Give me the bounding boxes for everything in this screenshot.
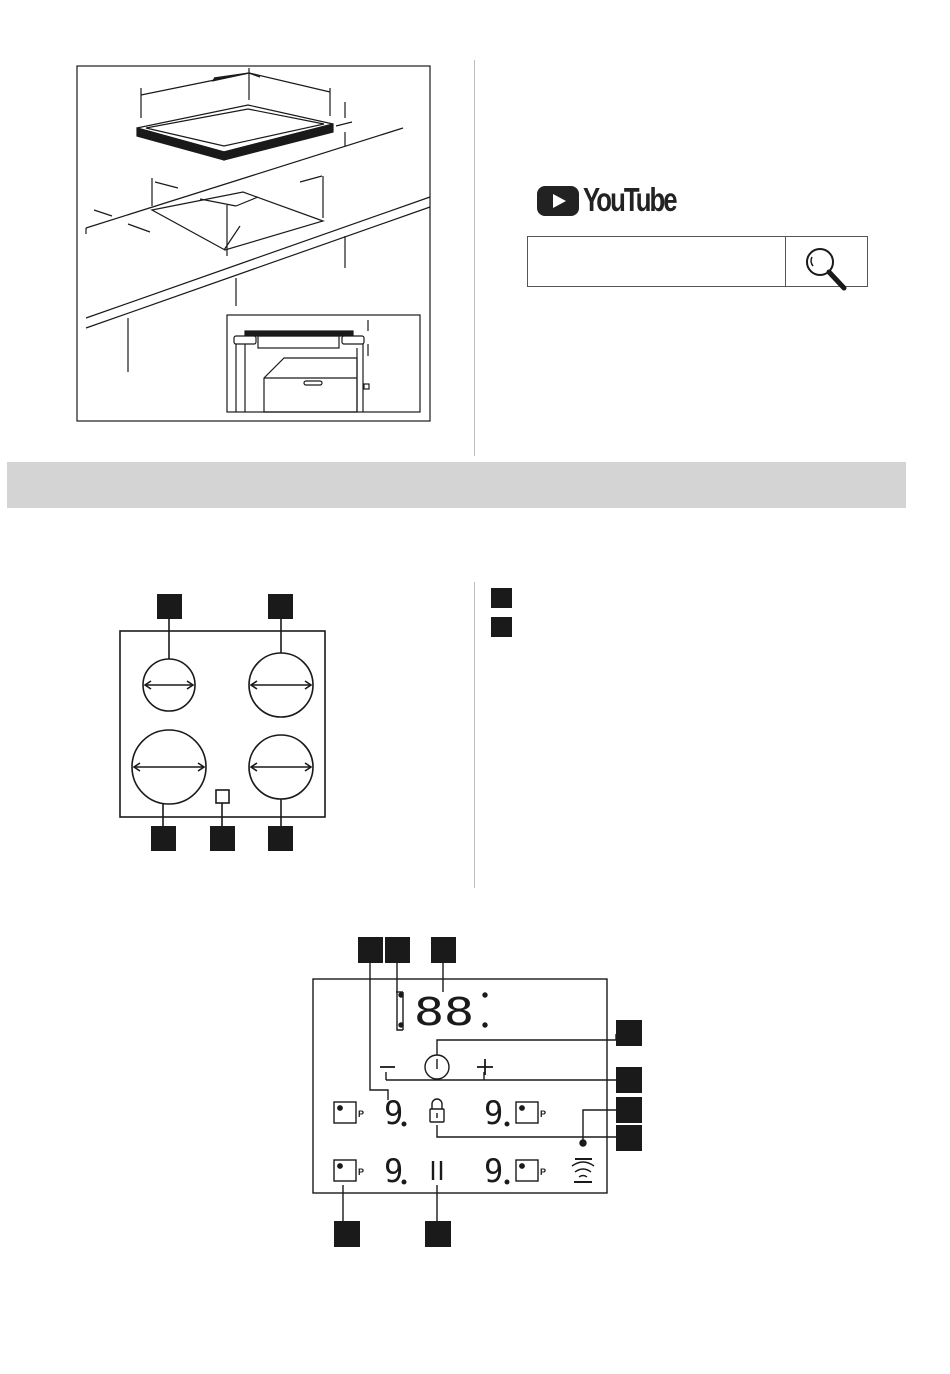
power-level-display: 9	[484, 1094, 504, 1132]
pause-icon	[433, 1161, 441, 1180]
callout-marker	[616, 1097, 642, 1123]
callout-marker	[616, 1125, 642, 1151]
program-label: P	[358, 1167, 365, 1177]
program-label: P	[540, 1109, 547, 1119]
hob2hood-icon	[572, 1159, 594, 1182]
lock-icon	[430, 1099, 444, 1122]
program-button-icon	[334, 1160, 356, 1181]
power-level-display: 9	[484, 1152, 504, 1190]
callout-marker	[385, 937, 410, 963]
callout-marker	[616, 1020, 642, 1046]
plus-icon	[477, 1059, 493, 1075]
callout-marker	[334, 1221, 360, 1247]
callout-marker	[431, 937, 456, 963]
callout-marker	[616, 1067, 642, 1093]
program-button-icon	[516, 1160, 538, 1181]
program-button-icon	[516, 1102, 538, 1123]
program-label: P	[358, 1109, 365, 1119]
power-level-display: 9	[384, 1152, 404, 1190]
youtube-brand-text: YouTube	[583, 181, 676, 218]
timer-display: 88	[414, 990, 474, 1034]
callout-marker	[358, 937, 383, 963]
power-level-display: 9	[384, 1094, 404, 1132]
program-label: P	[540, 1167, 547, 1177]
callout-marker	[425, 1221, 451, 1247]
program-button-icon	[334, 1102, 356, 1123]
